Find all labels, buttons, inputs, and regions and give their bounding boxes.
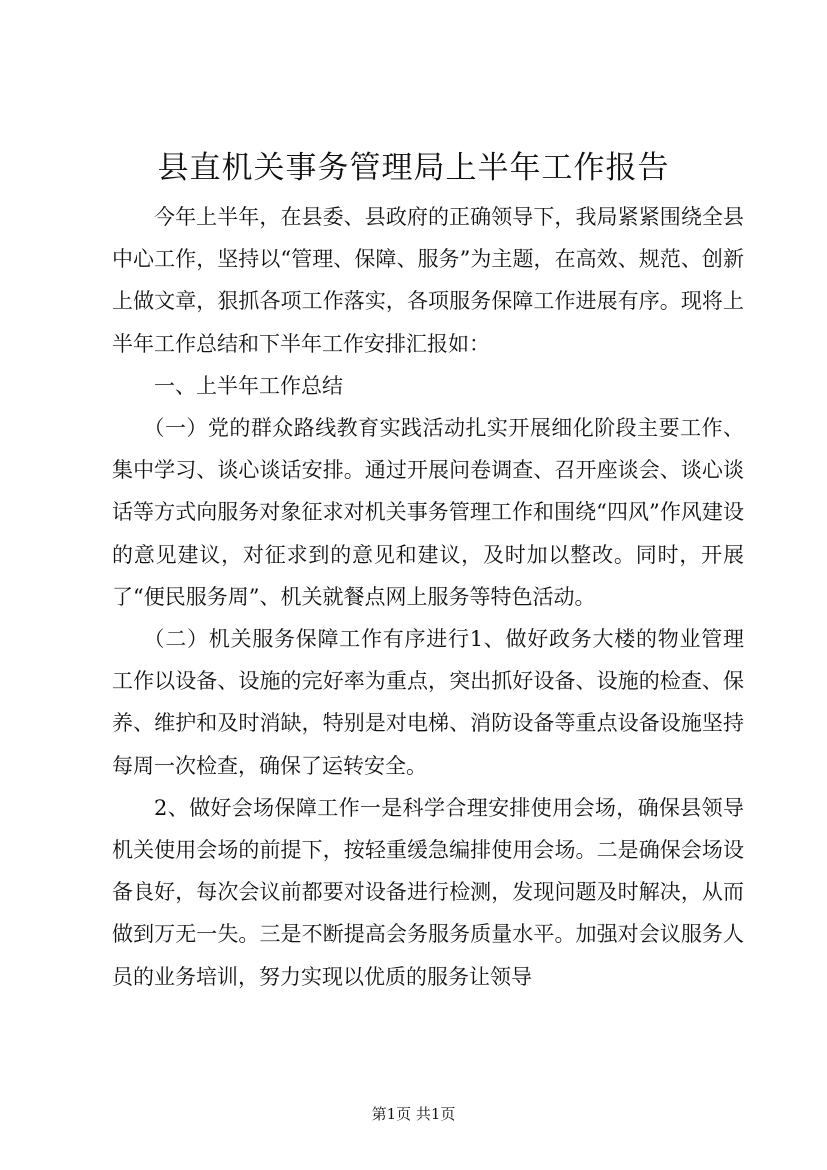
document-body [112,196,744,998]
intro-paragraph: 今年上半年，在县委、县政府的正确领导下，我局紧紧围绕全县中心工作，坚持以“管理、保障、服务”为主题，在高效、规范、创新上做文章，狠抓各项工作落实，各项服务保障工作进展有序。现将上半年工作总结和下半年工作安排汇报如： [112,205,744,356]
subsection-paragraph-2: （二）机关服务保障工作有序进行1、做好政务大楼的物业管理工作以设备、设施的完好率为重点，突出抓好设备、设施的检查、保养、维护和及时消缺，特别是对电梯、消防设备等重点设备设施坚持每周一次检查，确保了运转安全。 [112,627,744,778]
subsection-paragraph-1: （一）党的群众路线教育实践活动扎实开展细化阶段主要工作、集中学习、谈心谈话安排。通过开展问卷调查、召开座谈会、谈心谈话等方式向服务对象征求对机关事务管理工作和围绕“四风”作风建设的意见建议，对征求到的意见和建议，及时加以整改。同时，开展了“便民服务周”、机关就餐点网上服务等特色活动。 [112,416,744,609]
document-title: 县直机关事务管理局上半年工作报告 [157,150,670,186]
item-paragraph-2: 2、做好会场保障工作一是科学合理安排使用会场，确保县领导机关使用会场的前提下，按轻重缓急编排使用会场。二是确保会场设备良好，每次会议前都要对设备进行检测，发现问题及时解决，从而做到万无一失。三是不断提高会务服务质量水平。加强对会议服务人员的业务培训，努力实现以优质的服务让领导 [112,795,744,989]
page-footer: 第1页 共1页 [371,1105,456,1123]
section-heading: 一、上半年工作总结 [154,373,343,398]
